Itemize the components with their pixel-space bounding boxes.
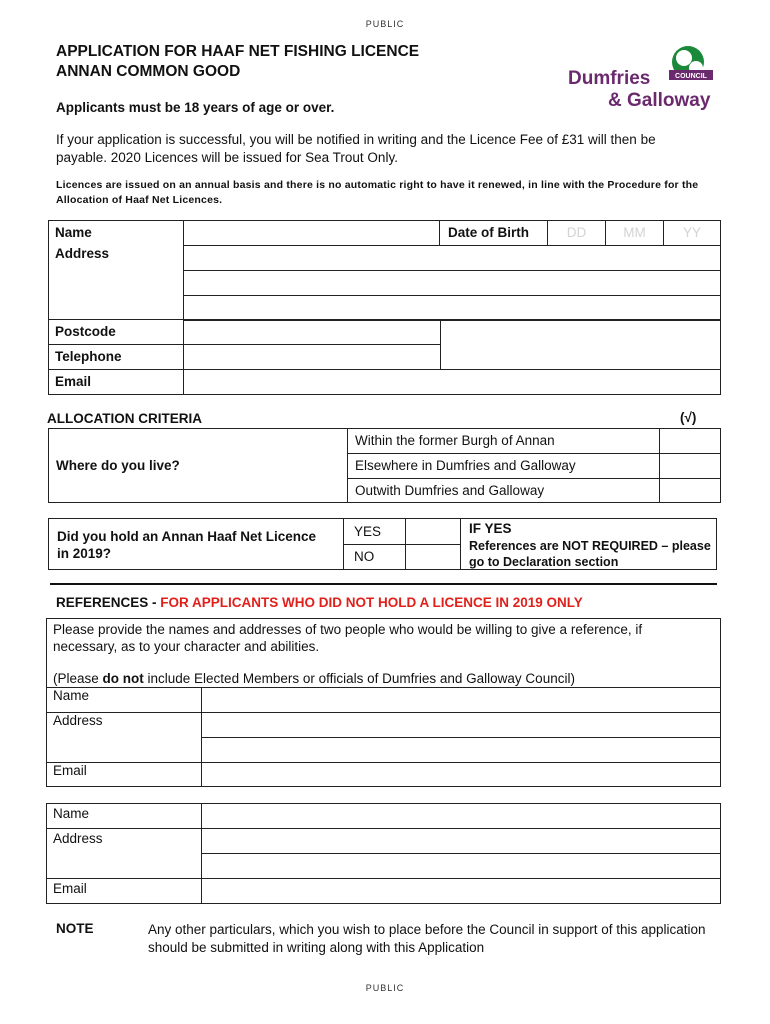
ref2-email-field[interactable] [201, 878, 721, 904]
no-label: NO [354, 549, 375, 564]
if-yes-label: IF YES [469, 521, 512, 536]
ref2-name-label: Name [53, 806, 90, 821]
public-footer: PUBLIC [365, 983, 405, 993]
exclusion-pre: (Please [53, 671, 103, 686]
references-heading-condition: FOR APPLICANTS WHO DID NOT HOLD A LICENCE IN 2019 ONLY [160, 595, 583, 610]
exclusion-post: include Elected Members or officials of Dumfries and Galloway Council) [143, 671, 575, 686]
if-yes-text: References are NOT REQUIRED – please go to Declaration section [469, 539, 711, 569]
section-divider [50, 583, 717, 585]
no-tick-box[interactable] [405, 544, 461, 570]
no-label-cell [343, 544, 406, 570]
logo-name2-text: & Galloway [608, 90, 711, 110]
page-title [56, 42, 419, 82]
exclusion-bold: do not [102, 671, 144, 686]
ref2-address-label: Address [53, 831, 103, 846]
yes-label: YES [354, 524, 382, 539]
logo-name-text: Dumfries [568, 68, 651, 89]
ref2-address-line-2[interactable] [201, 853, 721, 879]
note-label: NOTE [56, 921, 94, 936]
dob-month-placeholder: MM [623, 225, 646, 240]
telephone-field[interactable] [183, 344, 441, 370]
ref1-email-label: Email [53, 763, 87, 778]
option-label-2: Elsewhere in Dumfries and Galloway [355, 458, 576, 473]
ref1-name-label-cell [46, 687, 202, 713]
logo-council-text: COUNCIL [675, 73, 707, 80]
allocation-table [48, 428, 721, 503]
references-heading-label: REFERENCES - [56, 595, 161, 610]
option-tick-2[interactable] [659, 453, 721, 479]
name-field[interactable] [183, 220, 440, 246]
option-label-3: Outwith Dumfries and Galloway [355, 483, 545, 498]
ref2-name-field[interactable] [201, 803, 721, 829]
applicant-details-table [48, 220, 721, 396]
references-intro: Please provide the names and addresses of two people who would be willing to give a reference, if necessary, as to your character and abilities. [53, 622, 643, 654]
public-header: PUBLIC [365, 19, 405, 29]
title-line-1: APPLICATION FOR HAAF NET FISHING LICENCE [56, 43, 420, 60]
postcode-field[interactable] [183, 319, 441, 345]
name-label: Name [55, 225, 92, 240]
note-text: Any other particulars, which you wish to place before the Council in support of this application should be submitted in writing along with this Application [148, 922, 706, 955]
reference-1-table [46, 618, 721, 787]
postcode-label: Postcode [55, 324, 116, 339]
council-emblem-icon [566, 42, 718, 110]
reference-2-table [46, 803, 721, 904]
address-line-3[interactable] [183, 295, 721, 321]
option-tick-1[interactable] [659, 428, 721, 454]
title-line-2: ANNAN COMMON GOOD [56, 63, 241, 80]
residence-question: Where do you live? [56, 458, 180, 473]
ref1-address-label: Address [53, 713, 103, 728]
address-label: Address [55, 246, 110, 261]
email-field[interactable] [183, 369, 721, 395]
dob-label: Date of Birth [448, 225, 529, 240]
telephone-label: Telephone [55, 349, 122, 364]
ref1-email-field[interactable] [201, 762, 721, 787]
option-label-1: Within the former Burgh of Annan [355, 433, 555, 448]
renewal-note: Licences are issued on an annual basis and there is no automatic right to have it renewed, in line with the Procedure for the Allocation of Haaf Net Licences. [56, 179, 699, 206]
references-heading [56, 595, 583, 610]
blank-cell [440, 319, 721, 370]
ref1-name-field[interactable] [201, 687, 721, 713]
allocation-heading: ALLOCATION CRITERIA [47, 411, 202, 426]
notification-text: If your application is successful, you will be notified in writing and the Licence Fee of £31 will then be payable. 2020 Licences will be issued for Sea Trout Only. [56, 132, 656, 165]
ref1-name-label: Name [53, 688, 90, 703]
yes-tick-box[interactable] [405, 518, 461, 545]
age-requirement: Applicants must be 18 years of age or over. [56, 100, 335, 115]
dob-day-placeholder: DD [566, 225, 587, 240]
ref1-address-line-1[interactable] [201, 712, 721, 738]
email-label: Email [55, 374, 92, 389]
previous-licence-table [48, 518, 717, 570]
references-exclusion [53, 671, 713, 686]
tick-heading: (√) [680, 410, 697, 425]
ref2-email-label: Email [53, 881, 87, 896]
option-tick-3[interactable] [659, 478, 721, 503]
council-logo [566, 42, 718, 110]
address-line-1[interactable] [183, 245, 721, 271]
previous-licence-question: Did you hold an Annan Haaf Net Licence in 2019? [57, 529, 317, 561]
ref2-address-line-1[interactable] [201, 828, 721, 854]
ref1-address-line-2[interactable] [201, 737, 721, 763]
dob-year-placeholder: YY [682, 225, 701, 240]
address-line-2[interactable] [183, 270, 721, 296]
